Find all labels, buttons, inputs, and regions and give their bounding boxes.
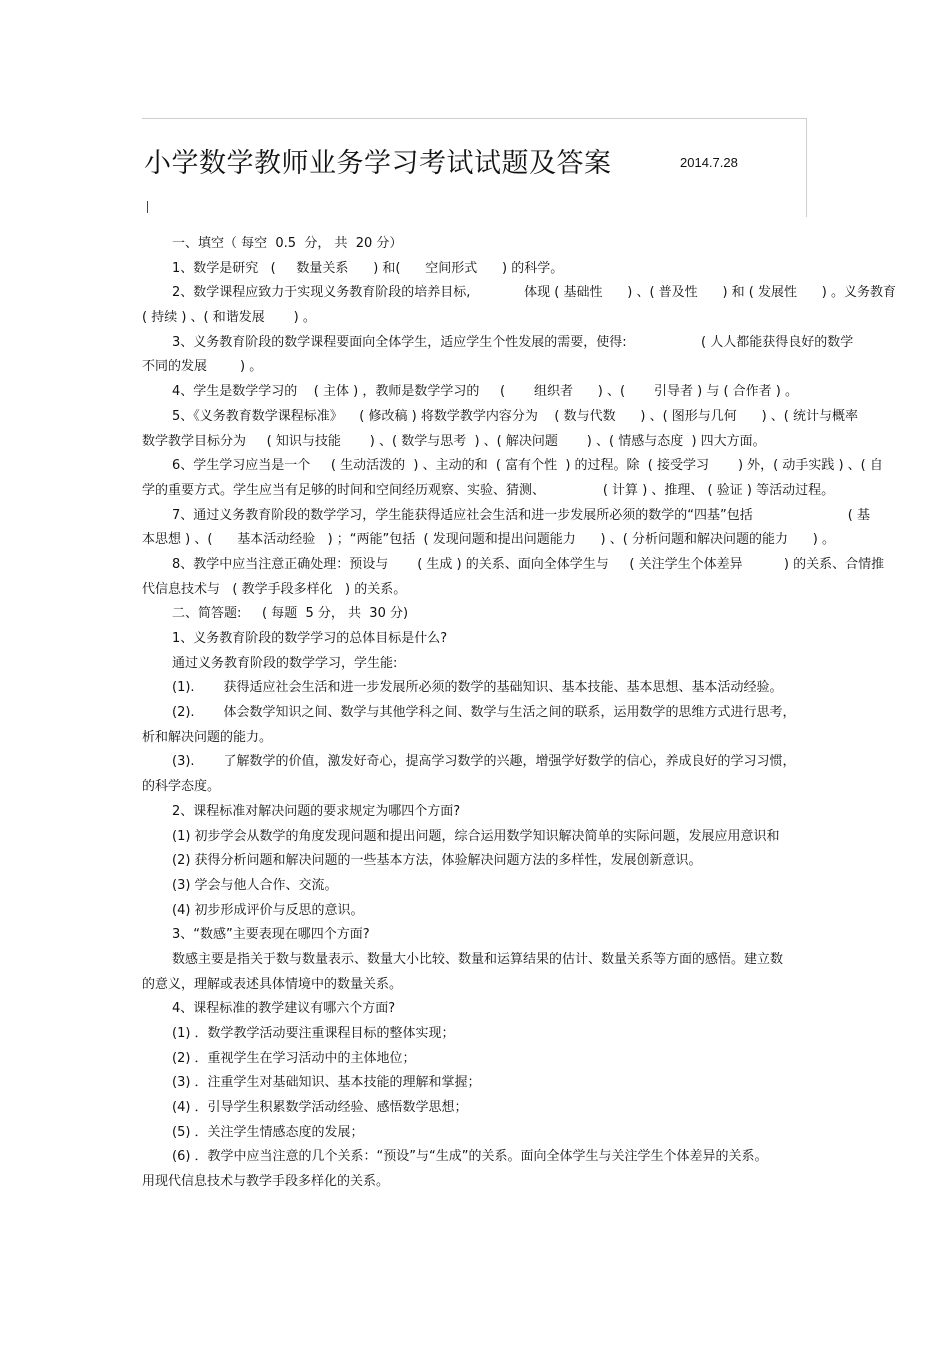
text-line: 2、课程标准对解决问题的要求规定为哪四个方面? bbox=[172, 803, 461, 819]
text-line: 代信息技术与 ( 教学手段多样化 ) 的关系。 bbox=[142, 581, 407, 597]
text-line: (3) 学会与他人合作、交流。 bbox=[172, 877, 338, 893]
document-body bbox=[142, 232, 950, 1195]
text-line: 的意义，理解或表述具体情境中的数量关系。 bbox=[142, 976, 403, 992]
text-line: (1) 初步学会从数学的角度发现问题和提出问题，综合运用数学知识解决简单的实际问题，发展应用意识和 bbox=[172, 828, 780, 844]
text-line: ( 持续 ) 、( 和谐发展 ) 。 bbox=[142, 310, 316, 326]
text-line: (4) 初步形成评价与反思的意识。 bbox=[172, 902, 364, 918]
text-line: 3、“数感”主要表现在哪四个方面? bbox=[172, 927, 370, 943]
text-line: 5、《义务教育数学课程标准》 ( 修改稿 ) 将数学教学内容分为 ( 数与代数 ) 、( 图形与几何 ) 、( 统计与概率 bbox=[172, 408, 858, 424]
text-line: 3、义务教育阶段的数学课程要面向全体学生，适应学生个性发展的需要，使得: ( 人人都能获得良好的数学 bbox=[172, 334, 854, 350]
text-line: (1). 获得适应社会生活和进一步发展所必须的数学的基础知识、基本技能、基本思想、基本活动经验。 bbox=[172, 680, 783, 696]
text-line: (2). 体会数学知识之间、数学与其他学科之间、数学与生活之间的联系，运用数学的思维方式进行思考， bbox=[172, 705, 796, 721]
text-line: (4) ．引导学生积累数学活动经验、感悟数学思想； bbox=[172, 1100, 468, 1116]
text-line: (3). 了解数学的价值，激发好奇心，提高学习数学的兴趣，增强学好数学的信心，养成良好的学习习惯， bbox=[172, 754, 796, 770]
text-line: (5) ．关注学生情感态度的发展； bbox=[172, 1124, 364, 1140]
text-line: (3) ．注重学生对基础知识、基本技能的理解和掌握； bbox=[172, 1075, 481, 1091]
text-line: 学的重要方式。学生应当有足够的时间和空间经历观察、实验、猜测、 ( 计算 ) 、推理、 ( 验证 ) 等活动过程。 bbox=[142, 482, 835, 498]
text-line: 数学教学目标分为 ( 知识与技能 ) 、( 数学与思考 ) 、( 解决问题 ) 、( 情感与态度 ) 四大方面。 bbox=[142, 433, 766, 449]
text-line: 用现代信息技术与教学手段多样化的关系。 bbox=[142, 1174, 390, 1190]
text-line: (2) 获得分析问题和解决问题的一些基本方法，体验解决问题方法的多样性，发展创新意识。 bbox=[172, 853, 702, 869]
text-line: 一、填空（ 每空 0.5 分， 共 20 分） bbox=[172, 236, 403, 251]
text-line: 4、学生是数学学习的 ( 主体 ) ，教师是数学学习的 ( 组织者 ) 、( 引导者 ) 与 ( 合作者 ) 。 bbox=[172, 384, 799, 400]
text-line: 1、义务教育阶段的数学学习的总体目标是什么? bbox=[172, 631, 448, 646]
text-line: (6) ．教学中应当注意的几个关系：“预设”与“生成”的关系。面向全体学生与关注学生个体差异的关系。 bbox=[172, 1149, 768, 1165]
text-line: (1) ．数学教学活动要注重课程目标的整体实现； bbox=[172, 1026, 455, 1041]
text-line: 1、数学是研究 ( 数量关系 ) 和( 空间形式 ) 的科学。 bbox=[172, 260, 564, 276]
document-date: 2014.7.28 bbox=[680, 155, 738, 170]
text-line: 析和解决问题的能力。 bbox=[142, 729, 273, 745]
text-line: 8、教学中应当注意正确处理：预设与 ( 生成 ) 的关系、面向全体学生与 ( 关注学生个体差异 ) 的关系、合情推 bbox=[172, 556, 885, 572]
text-line: 本思想 ) 、( 基本活动经验 ) ；“两能”包括 ( 发现问题和提出问题能力 ) 、( 分析问题和解决问题的能力 ) 。 bbox=[142, 532, 835, 548]
text-line: 7、通过义务教育阶段的数学学习，学生能获得适应社会生活和进一步发展所必须的数学的“四基”包括 ( 基 bbox=[172, 507, 870, 523]
text-line: 二、简答题: ( 每题 5 分， 共 30 分) bbox=[172, 606, 409, 622]
text-line: 的科学态度。 bbox=[142, 779, 221, 795]
text-line: 通过义务教育阶段的数学学习，学生能: bbox=[172, 655, 398, 671]
text-line: 4、课程标准的教学建议有哪六个方面? bbox=[172, 1001, 396, 1017]
text-line: (2) ．重视学生在学习活动中的主体地位； bbox=[172, 1050, 416, 1066]
text-line: 6、学生学习应当是一个 ( 生动活泼的 ) 、主动的和 ( 富有个性 ) 的过程。除 ( 接受学习 ) 外，( 动手实践 ) 、( 自 bbox=[172, 458, 883, 474]
text-line: 数感主要是指关于数与数量表示、数量大小比较、数量和运算结果的估计、数量关系等方面的感悟。建立数 bbox=[172, 951, 784, 967]
text-cursor bbox=[147, 201, 148, 213]
document-title: 小学数学教师业务学习考试试题及答案 bbox=[144, 148, 612, 179]
text-line: 不同的发展 ) 。 bbox=[142, 359, 263, 375]
text-line: 2、数学课程应致力于实现义务教育阶段的培养目标, 体现 ( 基础性 ) 、( 普及性 ) 和 ( 发展性 ) 。义务教育 bbox=[172, 285, 896, 301]
